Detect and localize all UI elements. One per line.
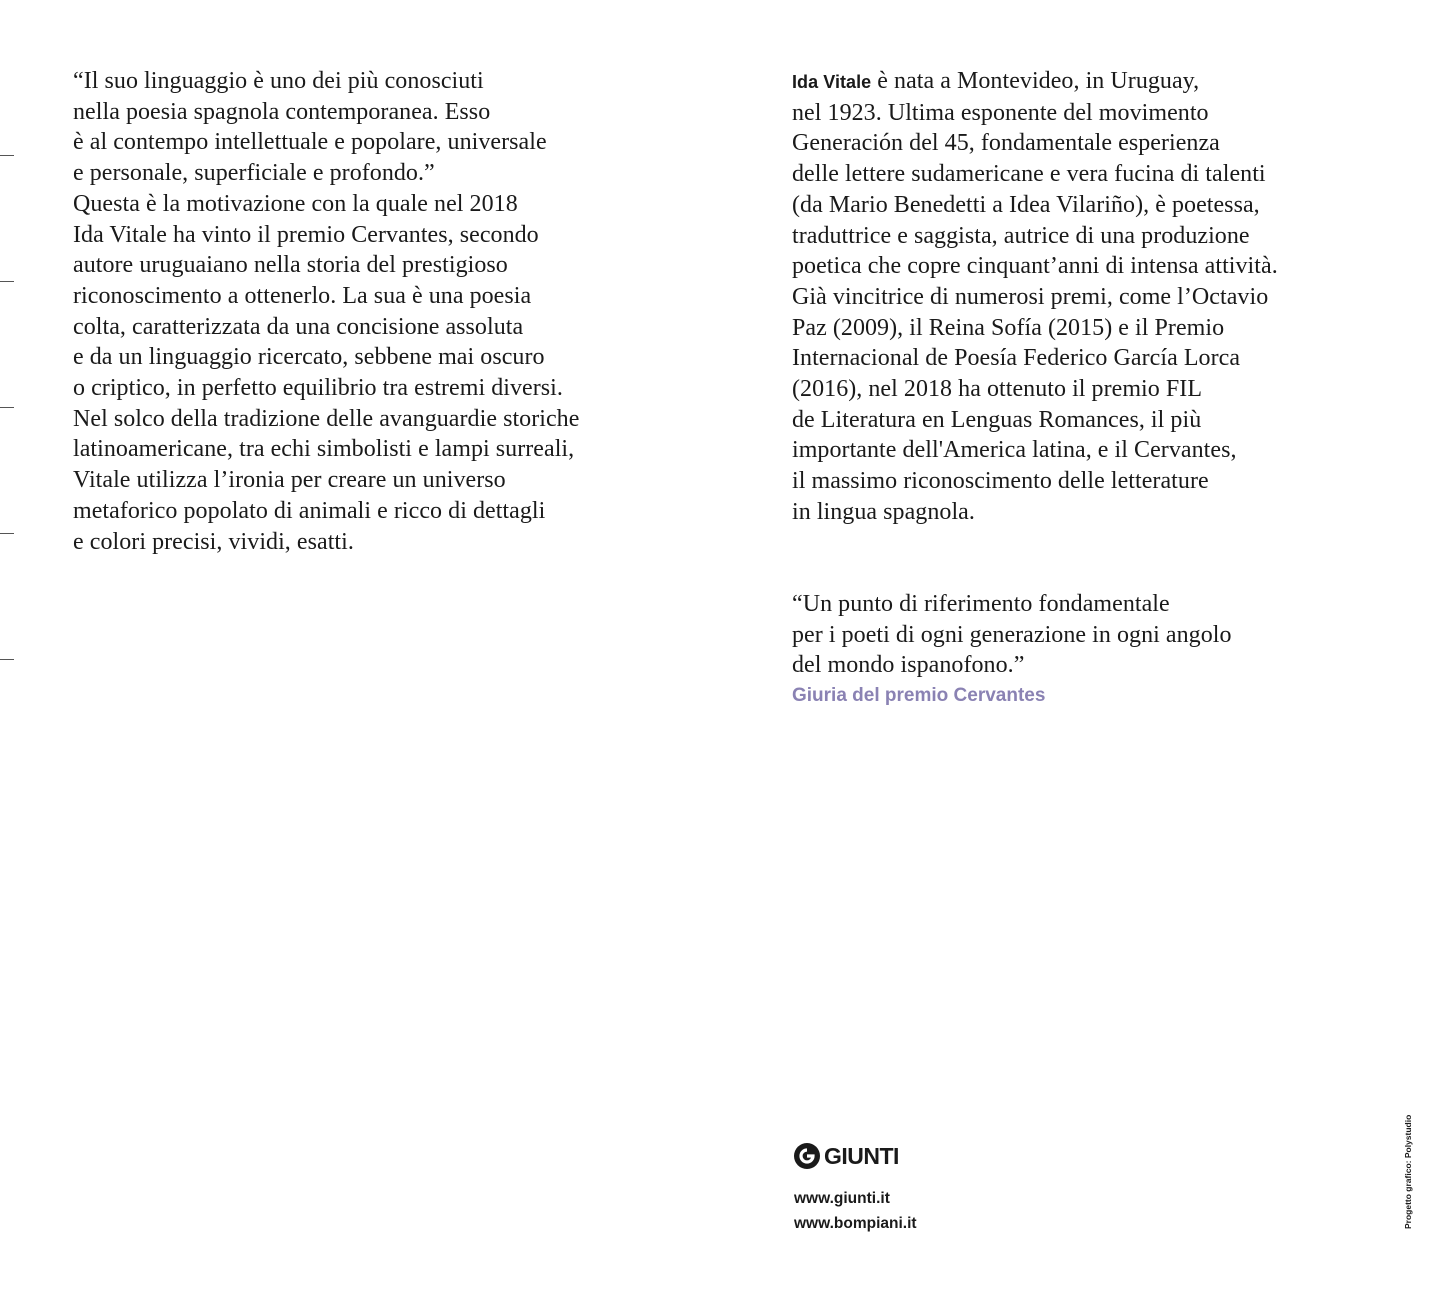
left-text-column [73,66,673,557]
text-line: Già vincitrice di numerosi premi, come l’Octavio [792,283,1269,310]
text-line: importante dell'America latina, e il Cervantes, [792,437,1237,464]
publisher-name: GIUNTI [824,1142,899,1169]
quote-line: “Un punto di riferimento fondamentale [792,591,1170,617]
trim-mark [0,659,14,660]
jury-quote [792,589,1392,709]
text-line: è al contempo intellettuale e popolare, universale [73,129,547,156]
text-line: colta, caratterizzata da una concisione assoluta [73,313,524,340]
text-line: autore uruguaiano nella storia del prestigioso [73,252,508,279]
quote-attribution: Giuria del premio Cervantes [792,685,1046,707]
author-biography [792,66,1392,528]
publisher-urls [794,1186,917,1236]
text-line: (2016), nel 2018 ha ottenuto il premio FIL [792,376,1203,403]
text-line: metaforico popolato di animali e ricco di dettagli [73,497,546,524]
text-line: in lingua spagnola. [792,498,975,525]
text-line: delle lettere sudamericane e vera fucina di talenti [792,161,1266,188]
text-line: poetica che copre cinquant’anni di intensa attività. [792,253,1278,280]
giunti-g-logo-icon [792,1141,822,1171]
quote-line: del mondo ispanofono.” [792,652,1025,679]
text-line: (da Mario Benedetti a Idea Vilariño), è poetessa, [792,191,1260,218]
text-line: Ida Vitale ha vinto il premio Cervantes, secondo [73,221,539,248]
author-name: Ida Vitale [792,72,872,92]
text-line: Vitale utilizza l’ironia per creare un universo [73,467,506,494]
text-line: nella poesia spagnola contemporanea. Esso [73,98,491,125]
text-line: latinoamericane, tra echi simbolisti e lampi surreali, [73,436,575,463]
text-line: “Il suo linguaggio è uno dei più conosciuti [73,68,484,94]
text-line: Nel solco della tradizione delle avanguardie storiche [73,405,580,432]
text-line: traduttrice e saggista, autrice di una produzione [792,222,1250,249]
text-line: Paz (2009), il Reina Sofía (2015) e il Premio [792,314,1225,341]
text-line: e personale, superficiale e profondo.” [73,160,435,187]
text-line: Questa è la motivazione con la quale nel 2018 [73,190,518,217]
text-line: e da un linguaggio ricercato, sebbene mai oscuro [73,344,545,371]
publisher-logo [792,1140,899,1172]
text-line: Internacional de Poesía Federico García Lorca [792,345,1241,372]
text-line: de Literatura en Lenguas Romances, il più [792,406,1202,433]
quote-line: per i poeti di ogni generazione in ogni angolo [792,621,1232,648]
trim-mark [0,533,14,534]
url-bompiani[interactable]: www.bompiani.it [794,1215,917,1232]
text-line: o criptico, in perfetto equilibrio tra estremi diversi. [73,375,563,402]
text-line: il massimo riconoscimento delle letterature [792,468,1209,495]
text-line: e colori precisi, vividi, esatti. [73,528,354,555]
text-line [792,66,1392,98]
text-fragment: è nata a Montevideo, in Uruguay, [871,68,1200,94]
text-line: riconoscimento a ottenerlo. La sua è una poesia [73,282,532,309]
url-giunti[interactable]: www.giunti.it [794,1190,890,1207]
design-credit: Progetto grafico: Polystudio [1403,1114,1413,1229]
text-line: Generación del 45, fondamentale esperienza [792,130,1220,157]
trim-mark [0,155,14,156]
text-line: nel 1923. Ultima esponente del movimento [792,99,1209,126]
trim-mark [0,281,14,282]
trim-mark [0,407,14,408]
